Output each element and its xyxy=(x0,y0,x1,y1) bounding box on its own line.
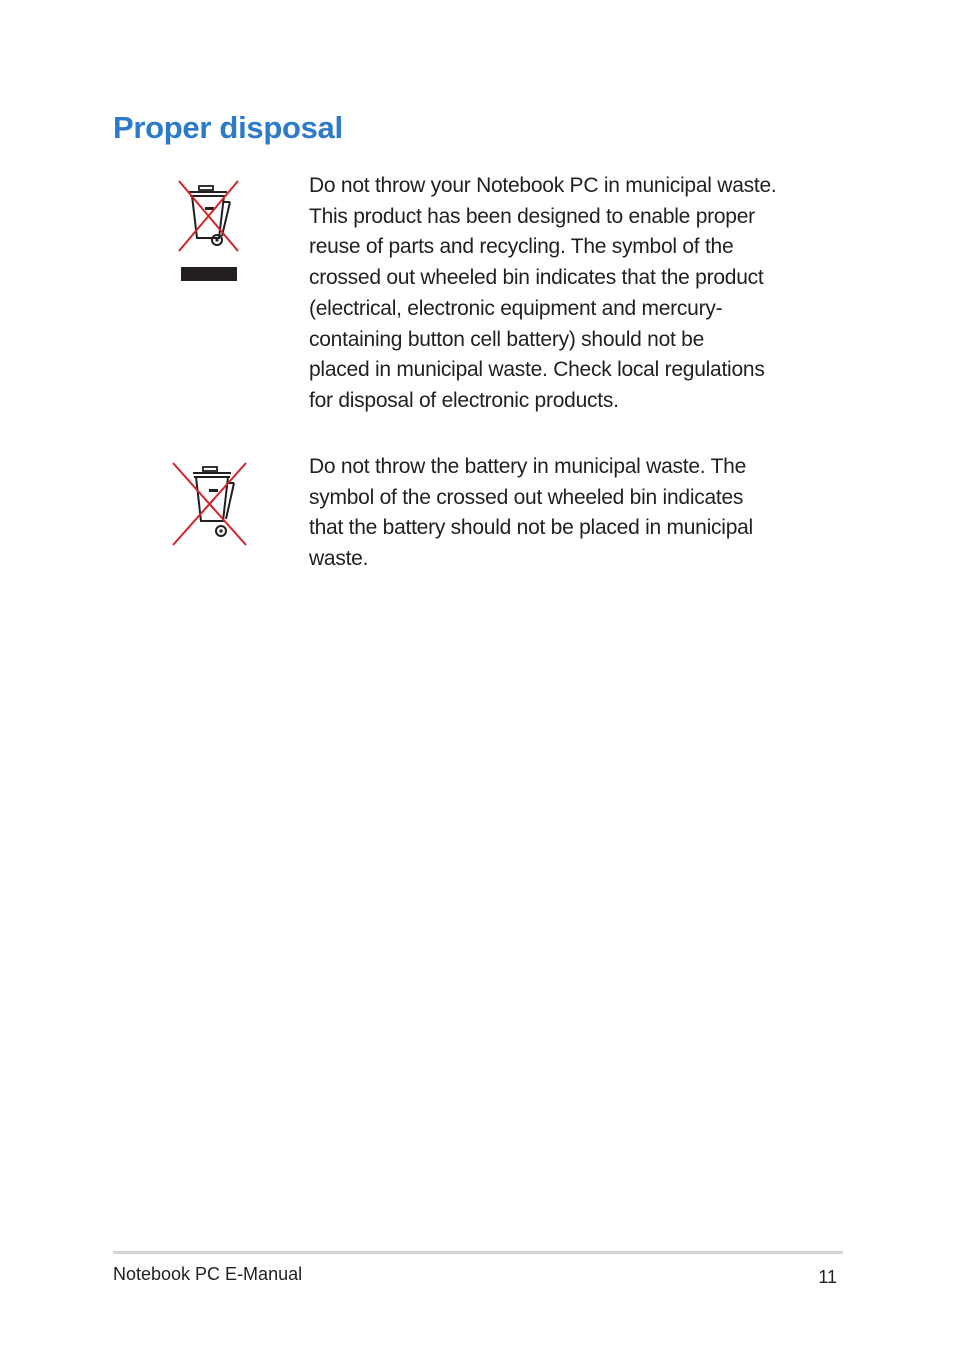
footer-divider xyxy=(113,1251,843,1254)
page-title: Proper disposal xyxy=(113,110,343,145)
footer-page-number: 11 xyxy=(818,1267,837,1287)
footer-manual-title: Notebook PC E-Manual xyxy=(113,1264,303,1284)
disposal-battery-text: Do not throw the battery in municipal waste. The symbol of the crossed out wheeled bin indicates that the battery should not be placed in municipal waste. xyxy=(309,455,753,571)
weee-battery-bin-icon xyxy=(170,460,250,555)
weee-bin-icon xyxy=(172,178,244,291)
disposal-notebook-text: Do not throw your Notebook PC in municipal waste. This product has been designed to enable proper reuse of parts and recycling. The symbol of the crossed out wheeled bin indicates that the product (electrical, electronic equipment and mercury- containing button cell battery) should not be placed in municipal waste. Check local regulations for disposal of electronic products. xyxy=(309,174,777,412)
